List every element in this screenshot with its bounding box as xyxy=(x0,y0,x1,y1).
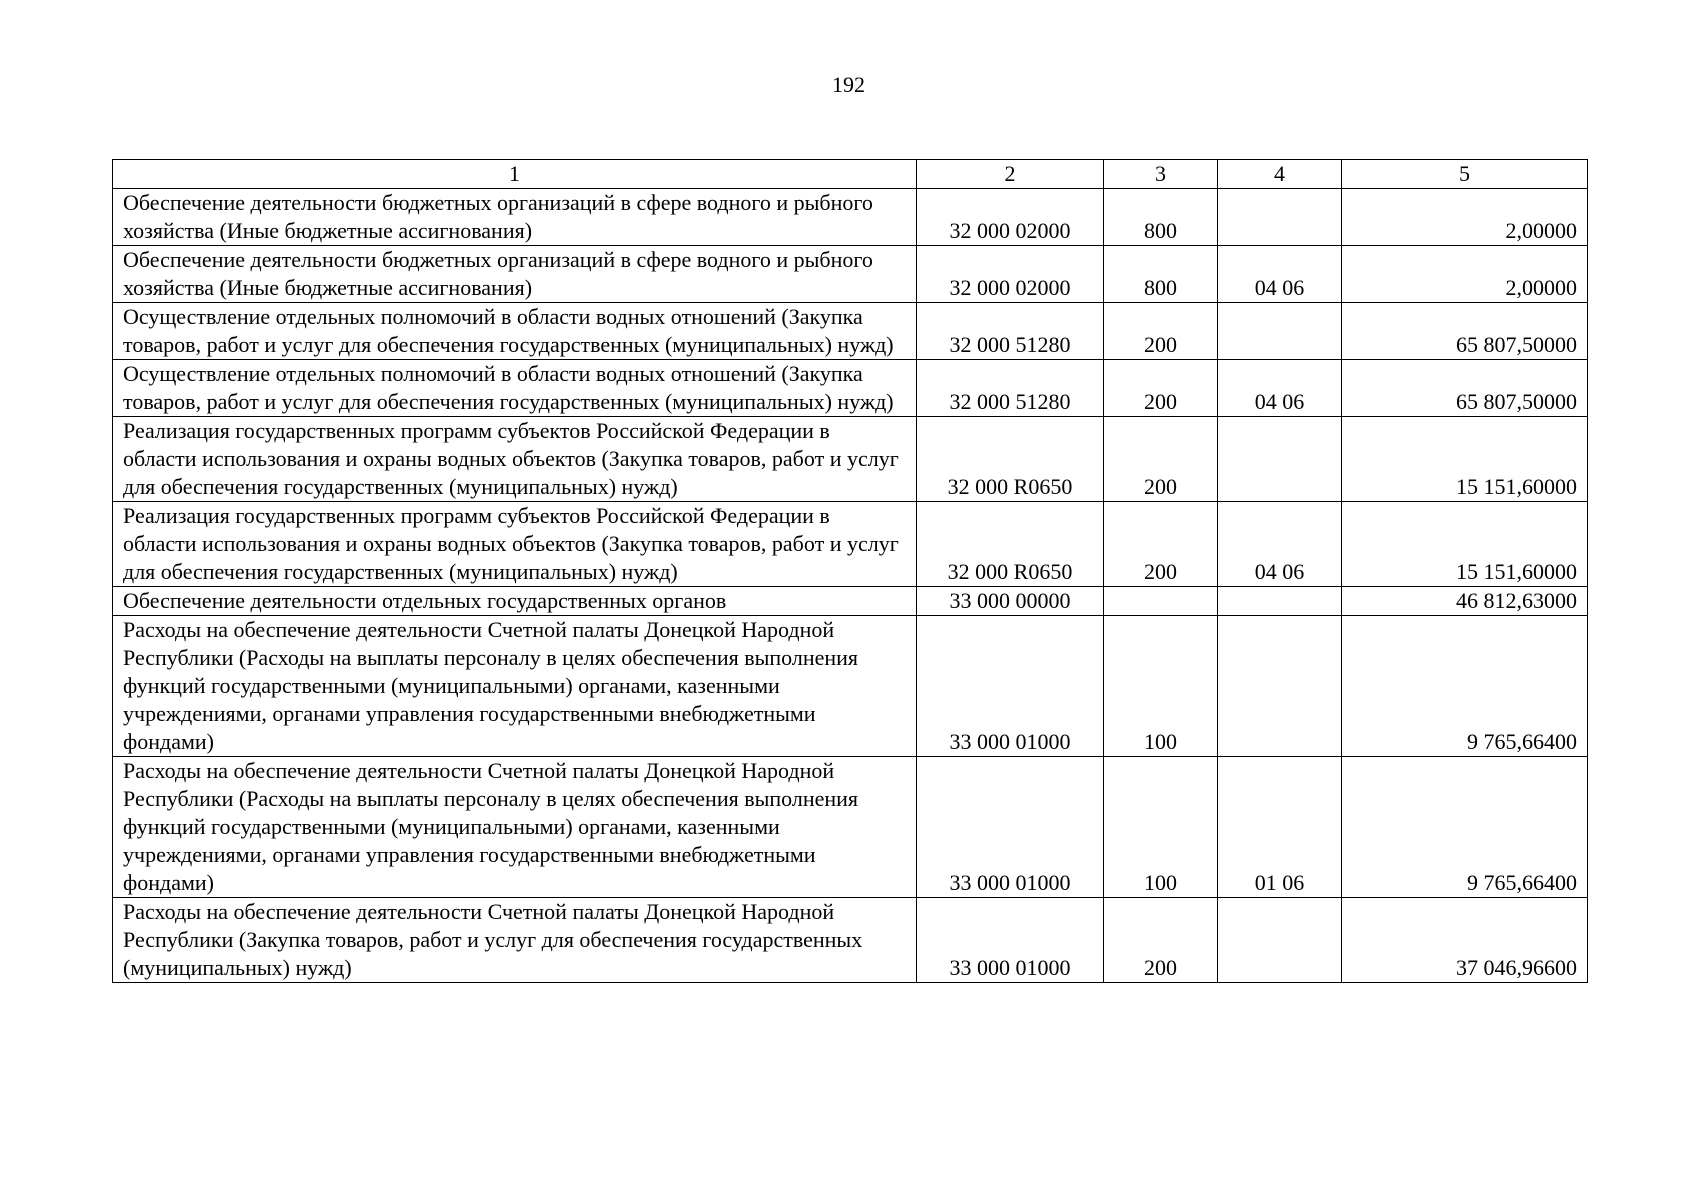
amount: 9 765,66400 xyxy=(1342,757,1588,898)
expense-name: Обеспечение деятельности бюджетных организаций в сфере водного и рыбного хозяйства (Иные бюджетные ассигнования) xyxy=(113,189,917,246)
expense-name: Обеспечение деятельности отдельных государственных органов xyxy=(113,587,917,616)
expense-type-code: 200 xyxy=(1104,898,1218,983)
section-code xyxy=(1218,898,1342,983)
expense-name: Расходы на обеспечение деятельности Счетной палаты Донецкой Народной Республики (Расходы на выплаты персоналу в целях обеспечения выполнения функций государственными (муниципальными) органами, казенными учреждениями, органами управления государственными внебюджетными фондами) xyxy=(113,616,917,757)
table-row xyxy=(113,587,1588,616)
target-code: 33 000 00000 xyxy=(917,587,1104,616)
amount: 9 765,66400 xyxy=(1342,616,1588,757)
section-code xyxy=(1218,587,1342,616)
table-row xyxy=(113,303,1588,360)
expense-type-code: 100 xyxy=(1104,616,1218,757)
section-code xyxy=(1218,417,1342,502)
amount: 37 046,96600 xyxy=(1342,898,1588,983)
table-row xyxy=(113,502,1588,587)
column-header: 3 xyxy=(1104,160,1218,189)
target-code: 32 000 51280 xyxy=(917,303,1104,360)
target-code: 32 000 51280 xyxy=(917,360,1104,417)
expense-name: Обеспечение деятельности бюджетных организаций в сфере водного и рыбного хозяйства (Иные бюджетные ассигнования) xyxy=(113,246,917,303)
expense-type-code: 200 xyxy=(1104,360,1218,417)
table-row xyxy=(113,417,1588,502)
expense-type-code: 200 xyxy=(1104,502,1218,587)
table-row xyxy=(113,757,1588,898)
expense-name: Расходы на обеспечение деятельности Счетной палаты Донецкой Народной Республики (Расходы на выплаты персоналу в целях обеспечения выполнения функций государственными (муниципальными) органами, казенными учреждениями, органами управления государственными внебюджетными фондами) xyxy=(113,757,917,898)
target-code: 32 000 R0650 xyxy=(917,417,1104,502)
table-row xyxy=(113,189,1588,246)
table-row xyxy=(113,898,1588,983)
amount: 65 807,50000 xyxy=(1342,303,1588,360)
target-code: 32 000 02000 xyxy=(917,246,1104,303)
column-header: 4 xyxy=(1218,160,1342,189)
amount: 15 151,60000 xyxy=(1342,417,1588,502)
expense-type-code: 800 xyxy=(1104,189,1218,246)
table-row xyxy=(113,360,1588,417)
column-header: 2 xyxy=(917,160,1104,189)
expense-type-code: 200 xyxy=(1104,303,1218,360)
column-header: 1 xyxy=(113,160,917,189)
expense-type-code: 200 xyxy=(1104,417,1218,502)
target-code: 33 000 01000 xyxy=(917,898,1104,983)
target-code: 32 000 R0650 xyxy=(917,502,1104,587)
expense-type-code: 800 xyxy=(1104,246,1218,303)
expense-name: Осуществление отдельных полномочий в области водных отношений (Закупка товаров, работ и услуг для обеспечения государственных (муниципальных) нужд) xyxy=(113,303,917,360)
target-code: 33 000 01000 xyxy=(917,757,1104,898)
section-code xyxy=(1218,189,1342,246)
amount: 2,00000 xyxy=(1342,189,1588,246)
amount: 46 812,63000 xyxy=(1342,587,1588,616)
expense-name: Осуществление отдельных полномочий в области водных отношений (Закупка товаров, работ и услуг для обеспечения государственных (муниципальных) нужд) xyxy=(113,360,917,417)
column-header: 5 xyxy=(1342,160,1588,189)
section-code: 04 06 xyxy=(1218,360,1342,417)
target-code: 32 000 02000 xyxy=(917,189,1104,246)
section-code: 04 06 xyxy=(1218,246,1342,303)
page-number: 192 xyxy=(832,72,865,97)
expense-name: Реализация государственных программ субъектов Российской Федерации в области использования и охраны водных объектов (Закупка товаров, работ и услуг для обеспечения государственных (муниципальных) нужд) xyxy=(113,417,917,502)
amount: 65 807,50000 xyxy=(1342,360,1588,417)
section-code: 01 06 xyxy=(1218,757,1342,898)
table-row xyxy=(113,616,1588,757)
header-row xyxy=(113,160,1588,189)
target-code: 33 000 01000 xyxy=(917,616,1104,757)
amount: 15 151,60000 xyxy=(1342,502,1588,587)
expense-type-code xyxy=(1104,587,1218,616)
section-code: 04 06 xyxy=(1218,502,1342,587)
table-row xyxy=(113,246,1588,303)
budget-table xyxy=(112,159,1588,983)
section-code xyxy=(1218,616,1342,757)
section-code xyxy=(1218,303,1342,360)
expense-type-code: 100 xyxy=(1104,757,1218,898)
expense-name: Реализация государственных программ субъектов Российской Федерации в области использования и охраны водных объектов (Закупка товаров, работ и услуг для обеспечения государственных (муниципальных) нужд) xyxy=(113,502,917,587)
expense-name: Расходы на обеспечение деятельности Счетной палаты Донецкой Народной Республики (Закупка товаров, работ и услуг для обеспечения государственных (муниципальных) нужд) xyxy=(113,898,917,983)
amount: 2,00000 xyxy=(1342,246,1588,303)
